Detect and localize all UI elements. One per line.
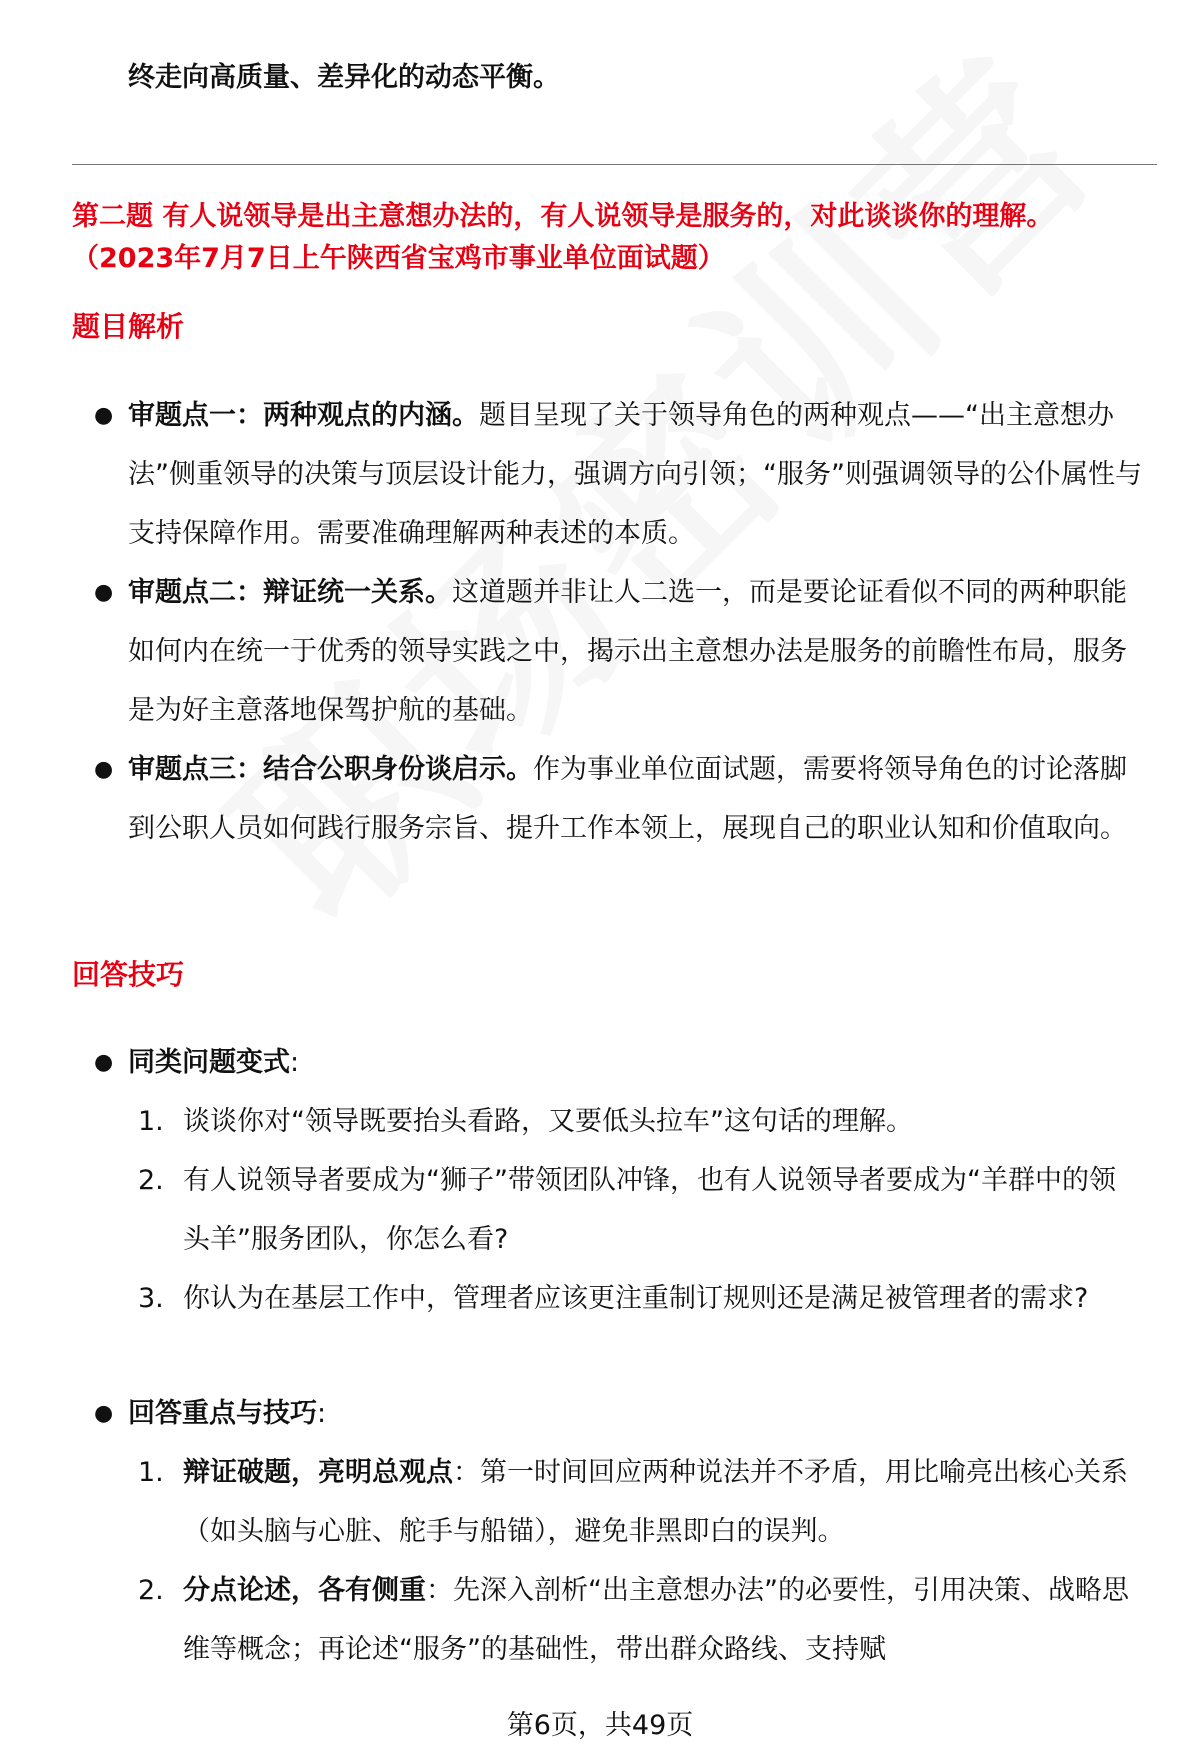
- bullet-icon: ●: [94, 757, 114, 782]
- list-item: 2. 分点论述，各有侧重：先深入剖析“出主意想办法”的必要性，引用决策、战略思维等概念；再论述“服务”的基础性，带出群众路线、支持赋: [138, 1575, 1129, 1665]
- question-title-line1: 第二题 有人说领导是出主意想办法的，有人说领导是服务的，对此谈谈你的理解。: [72, 201, 1054, 232]
- question-title-line2: （2023年7月7日上午陕西省宝鸡市事业单位面试题）: [72, 243, 725, 274]
- analysis-list: [94, 386, 1144, 858]
- skills-heading: 回答技巧: [72, 958, 185, 991]
- similar-questions-list: [138, 1092, 1138, 1328]
- divider: [72, 164, 1157, 165]
- analysis-point-2: [94, 563, 1144, 740]
- keypoints-list: [138, 1443, 1138, 1679]
- analysis-point-3: [94, 740, 1144, 858]
- list-item: 3. 你认为在基层工作中，管理者应该更注重制订规则还是满足被管理者的需求?: [138, 1283, 1089, 1314]
- list-item: 1. 谈谈你对“领导既要抬头看路，又要低头拉车”这句话的理解。: [138, 1106, 913, 1137]
- similar-questions-bullet: ● 同类问题变式:: [94, 1033, 1144, 1092]
- bullet-icon: ●: [94, 1050, 114, 1075]
- continued-text: 终走向高质量、差异化的动态平衡。: [128, 62, 560, 93]
- page-number: 第6页，共49页: [506, 1710, 694, 1741]
- point-label: 审题点二：辩证统一关系。: [128, 577, 452, 608]
- bullet-icon: ●: [94, 403, 114, 428]
- list-item: 1. 辩证破题，亮明总观点：第一时间回应两种说法并不矛盾，用比喻亮出核心关系（如头脑与心脏、舵手与船锚），避免非黑即白的误判。: [138, 1457, 1128, 1547]
- point-text: 题目呈现了关于领导角色的两种观点——“出主意想办法”侧重领导的决策与顶层设计能力，强调方向引领；“服务”则强调领导的公仆属性与支持保障作用。需要准确理解两种表述的本质。: [128, 400, 1142, 549]
- analysis-point-1: [94, 386, 1144, 563]
- point-label: 审题点三：结合公职身份谈启示。: [128, 754, 533, 785]
- keypoints-label: 回答重点与技巧: [128, 1398, 317, 1429]
- point-text: 这道题并非让人二选一，而是要论证看似不同的两种职能如何内在统一于优秀的领导实践之中，揭示出主意想办法是服务的前瞻性布局，服务是为好主意落地保驾护航的基础。: [128, 577, 1127, 726]
- bullet-icon: ●: [94, 1401, 114, 1426]
- point-label: 审题点一：两种观点的内涵。: [128, 400, 479, 431]
- analysis-heading: 题目解析: [72, 310, 185, 343]
- list-item: 2. 有人说领导者要成为“狮子”带领团队冲锋，也有人说领导者要成为“羊群中的领头羊”服务团队，你怎么看?: [138, 1165, 1116, 1255]
- question-title: [72, 196, 1162, 280]
- bullet-icon: ●: [94, 580, 114, 605]
- keypoints-bullet: ● 回答重点与技巧:: [94, 1384, 1144, 1443]
- point-text: 作为事业单位面试题，需要将领导角色的讨论落脚到公职人员如何践行服务宗旨、提升工作本领上，展现自己的职业认知和价值取向。: [128, 754, 1127, 844]
- similar-label: 同类问题变式: [128, 1047, 290, 1078]
